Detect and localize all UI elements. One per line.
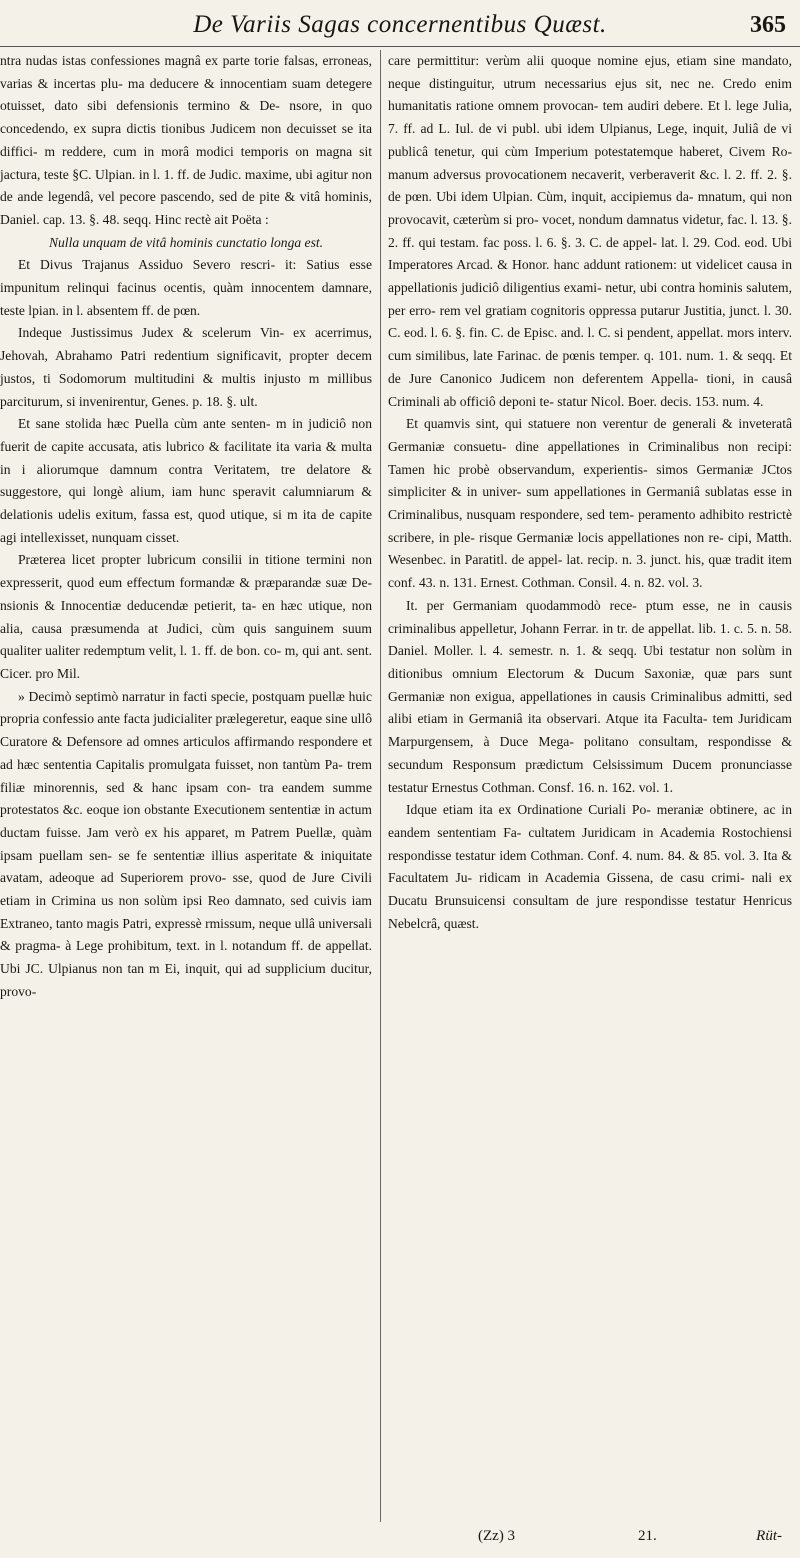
- left-paragraph: » Decimò septimò narratur in facti specie, postquam puellæ huic propria confessio ante facta judicialiter prælegeretur, eaque sine ullô Curatore & Defensore ad omnes articulos affirmando respondere et ad hæc sententia Capitalis promulgata fuisset, non tantùm Pa- trem filiæ minorennis, sed & hanc ipsam con- tra eandem summe protestatos &c. eoque ion obstante Executionem sententiæ in actum ductam fuisse. Jam verò ex his apparet, m Patrem Puellæ, quàm ipsam puellam sen- se fe sententiæ illius asperitate & iniquitate avatam, adeoque ad Superiorem provo- sse, quod de Jure Civili etiam in Crimina us non solùm ipsi Reo damnato, sed cuivis iam Extraneo, tanto magis Patri, expressè rmissum, neque ullâ universali & pragma- à Lege prohibitum, text. in l. notandum ff. de appellat. Ubi JC. Ulpianus non tan m Ei, inquit, qui ad supplicium ducitur, provo-: [0, 688, 372, 999]
- right-paragraph: Idque etiam ita ex Ordinatione Curiali Po- meraniæ obtinere, ac in eandem sententiam Fa- cultatem Juridicam in Academia Rostochiensi respondisse testatur idem Cothman. Conf. 4. num. 84. & 85. vol. 3. Ita & Facultatem Ju- ridicam in Academia Gissena, de casu crimi- nali ex Ducatu Brunsuicensi consultam de jure respondisse testatur Henricus Nebelcrâ, quæst.: [388, 802, 792, 931]
- left-paragraph: Præterea licet propter lubricum consilii in titione termini non expresserit, quod eum effectum formandæ & præparandæ suæ De- nsionis & Innocentiæ deducendæ petierit, ta- en hæc utique, non alia, causa præsumenda at Judici, cùm quis sanguinem suum qualiter ualiter redemptum velit, l. 1. ff. de bon. co- m, qui ant. sent. Cicer. pro Mil.: [0, 552, 372, 681]
- left-paragraph: Et sane stolida hæc Puella cùm ante senten- m in judiciô non fuerit de capite accusata, atis lubrico & facilitate ita varia & multa in i aliorumque damnum contra Veritatem, tre delatore & suggestore, qui longè alium, iam hunc speravit calumniarum & delationis udelis exitum, fassa est, quod utique, si m ita de capite agi intellexisset, nunquam cisset.: [0, 416, 372, 545]
- header-rule: [0, 46, 800, 47]
- footnote-number: 21.: [638, 1528, 657, 1544]
- verse-quotation: Nulla unquam de vitâ hominis cunctatio longa est.: [48, 234, 324, 250]
- left-paragraph: Et Divus Trajanus Assiduo Severo rescri- it: Satius esse impunitum relinqui facinus ocentis, quàm innocentem damnare, teste lpian. in l. absentem ff. de pœn.: [0, 257, 372, 318]
- page-number: 365: [750, 12, 786, 38]
- left-paragraph: Indeque Justissimus Judex & scelerum Vin- ex acerrimus, Jehovah, Abrahamo Patri redentium significavit, propter decem justos, ti Sodomorum multitudini & multis injusto m millibus parciturum, si invenirentur, Genes. p. 18. §. ult.: [0, 325, 372, 409]
- column-divider: [380, 50, 381, 1522]
- running-title: De Variis Sagas concernentibus Quæst.: [193, 11, 607, 38]
- left-column: [0, 50, 378, 1520]
- catchword: Rüt-: [756, 1528, 782, 1544]
- right-paragraph: It. per Germaniam quodammodò rece- ptum esse, ne in causis criminalibus appelletur, Johann Ferrar. in tr. de appellat. lib. 1. c. 5. n. 58. Daniel. Moller. l. 4. semestr. n. 1. & seqq. Ubi testatur non solùm in ditionibus omnium Electorum & Ducum Saxoniæ, quæ pars sunt Germaniæ non exigua, appellationes in causis Criminalibus admitti, sed alibi etiam in Germaniâ ita observari. Atque ita Faculta- tem Juridicam Marpurgensem, à Duce Mega- politano consultam, respondisse & secundum Responsum prædictum Celsissimum Ducem pronunciasse testatur Ernestus Cothman. Consf. 16. n. 162. vol. 1.: [388, 597, 792, 795]
- right-paragraph: care permittitur: verùm alii quoque nomine ejus, etiam sine mandato, neque distinguitur, utrum necessarius ejus sit, nec ne. Credo enim humanitatis ratione omnem provocan- tem audiri debere. Et l. lege Julia, 7. ff. ad L. Iul. de vi publ. ubi idem Ulpianus, Lege, inquit, Juliâ de vi publicâ tenetur, qui cùm Imperium potestatemque haberet, Civem Ro- manum adversus provocationem necaverit, verberaverit &c. l. 2. ff. 2. §. de pœn. Ubi idem Ulpian. Cùm, inquit, accipiemus da- mnatum, qui non provocavit, cæterùm si pro- vocet, nondum damnatus videtur, fac. l. 13. §. 2. ff. qui testam. fac poss. l. 6. §. 3. C. de appel- lat. l. 29. Cod. eod. Ubi Imperatores Arcad. & Honor. hanc addunt rationem: ut videlicet causa in appellationis judiciô diligentius exami- netur, ubi contra hominis salutem, per erro- rem vel gratiam cognitoris oppressa putarur Justitia, junct. l. 30. C. eod. l. 6. §. fin. C. de Episc. and. l. C. si pendent, appellat. mors interv. cum similibus, late Farinac. de pœnis temper. q. 101. num. 1. & seqq. Et de Jure Canonico Judicem non deferentem Appella- tioni, in causâ Criminali ab officiô deponi te- statur Nicol. Boer. decis. 153. num. 4.: [388, 53, 792, 409]
- right-paragraph: Et quamvis sint, qui statuere non verentur de generali & inveteratâ Germaniæ consuetu- dine appellationes in Criminalibus non recipi: Tamen hic probè observandum, experientis- simos Germaniæ JCtos simpliciter & in univer- sum appellationes in Germaniâ sublatas esse in Criminalibus, nusquam respondere, sed tem- peramento adhibito restrictè scribere, in ple- risque Germaniæ locis appellationes non re- cipi, Matth. Wesenbec. in Paratitl. de appel- lat. recip. n. 3. junct. his, quæ tradit item conf. 43. n. 131. Ernest. Cothman. Consil. 4. n. 82. vol. 3.: [388, 416, 792, 591]
- left-paragraph: ntra nudas istas confessiones magnâ ex parte torie falsas, erroneas, varias & incertas plu- ma deducere & innocentiam suam detegere otuisset, dato sibi defensionis termino & De- nsore, in quo concedendo, ex supra dictis tionibus Judicem non decuisset se ita diffici- m reddere, cum in morâ modici temporis on magna sit jactura, teste §C. Ulpian. in l. 1. ff. de Judic. maxime, ubi agitur non de ande legendâ, vel pecore pascendo, sed de pite & vitâ hominis, Daniel. cap. 13. §. 48. seqq. Hinc rectè ait Poëta :: [0, 53, 372, 227]
- right-column: [388, 50, 792, 1520]
- running-header: [0, 8, 800, 42]
- signature-mark: (Zz) 3: [478, 1528, 516, 1544]
- page-footer: [388, 1526, 792, 1552]
